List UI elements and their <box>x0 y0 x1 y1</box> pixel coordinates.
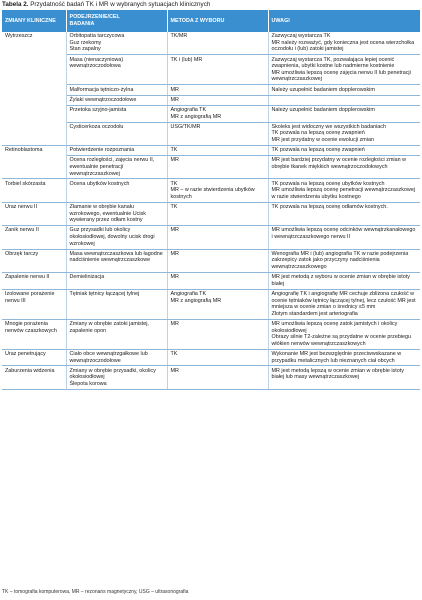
cell-notes: Należy uzupełnić badaniem dopplerowskim <box>268 85 420 95</box>
cell-suspicion: Masa (nienaczyniowa) wewnątrzoczodołowa <box>66 55 167 85</box>
cell-method: MR <box>167 249 268 272</box>
cell-clinical-change: Wytrzeszcz <box>2 32 66 145</box>
table-row <box>2 366 420 389</box>
table-row <box>2 249 420 272</box>
cell-suspicion: Potwierdzenie rozpoznania <box>66 145 167 155</box>
cell-method: Angiografia TK MR z angiografią MR <box>167 289 268 319</box>
table-header-row <box>2 10 420 32</box>
cell-clinical-change: Uraz nerwu II <box>2 202 66 225</box>
table-row <box>2 179 420 202</box>
cell-clinical-change: Torbiel skórzasta <box>2 179 66 202</box>
cell-notes: MR jest metodą lepszą w ocenie zmian w obrębie istoty białej lub masy wewnątrzczaszkowej <box>268 366 420 389</box>
cell-suspicion: Żylaki wewnątrzoczodołowe <box>66 95 167 105</box>
cell-suspicion: Guz przysadki lub okolicy okołosiodłowej, dowolny ucisk drogi wzrokowej <box>66 226 167 249</box>
cell-suspicion: Zmiany w obrębie przysadki, okolicy okołosiodłowej Ślepota korowa <box>66 366 167 389</box>
table-caption-title: Przydatność badań TK i MR w wybranych sytuacjach klinicznych <box>30 1 211 8</box>
cell-method: TK i (lub) MR <box>167 55 268 85</box>
cell-notes <box>268 95 420 105</box>
cell-method: USG/TK/MR <box>167 122 268 145</box>
table-row <box>2 226 420 249</box>
cell-method: MR <box>167 85 268 95</box>
cell-method: TK <box>167 349 268 366</box>
cell-suspicion: Ocena rozległości, zajęcia nerwu II, ewentualnie penetracji wewnątrzczaszkowej <box>66 156 167 179</box>
table-body <box>2 32 420 389</box>
cell-method: TK <box>167 202 268 225</box>
cell-notes: Zazwyczaj wystarcza TK, pozwalająca lepiej ocenić zwapnienia, ubytki kostne lub nadmierne kostnienie MR umożliwia lepszą ocenę zajęcia nerwu II lub penetracji wewnątrzczaszkowej <box>268 55 420 85</box>
header-clinical-changes: ZMIANY KLINICZNE <box>2 10 66 32</box>
cell-method: MR <box>167 272 268 289</box>
cell-suspicion: Zmiany w obrębie zatoki jamistej, zapalenie opon <box>66 319 167 349</box>
cell-notes: MR umożliwia lepszą ocenę odcinków wewnątrzkanałowego i wewnątrzczaszkowego nerwu II <box>268 226 420 249</box>
cell-clinical-change: Obrzęk tarczy <box>2 249 66 272</box>
cell-notes: Angiografię TK i angiografię MR cechuje zbliżona czułość w ocenie tętniaków tętnicy łączącej tylnej, lecz czułość MR jest mniejsza w ocenie zmian o średnicy ≤5 mm Złotym standardem jest arteriografia <box>268 289 420 319</box>
table-row <box>2 32 420 55</box>
header-notes: UWAGI <box>268 10 420 32</box>
cell-suspicion: Ciało obce wewnątrzgałkowe lub wewnątrzoczodołowe <box>66 349 167 366</box>
cell-method: MR <box>167 366 268 389</box>
cell-suspicion: Orbitopatia tarczycowa Guz rzekomy Stan zapalny <box>66 32 167 55</box>
cell-notes: TK pozwala na lepszą ocenę odłamów kostnych. <box>268 202 420 225</box>
table-row <box>2 319 420 349</box>
table-row <box>2 272 420 289</box>
header-method-of-choice: METODA Z WYBORU <box>167 10 268 32</box>
cell-notes: Zazwyczaj wystarcza TK MR należy rozważyć, gdy konieczna jest ocena wierzchołka oczodołu i (lub) zatoki jamistej <box>268 32 420 55</box>
cell-suspicion: Cysticerkoza oczodołu <box>66 122 167 145</box>
cell-method: Angiografia TK MR z angiografią MR <box>167 105 268 122</box>
cell-suspicion: Demielinizacja <box>66 272 167 289</box>
cell-suspicion: Złamanie w obrębie kanału wzrokowego, ewentualnie Ucisk wywierany przez odłam kostny <box>66 202 167 225</box>
cell-method: MR <box>167 156 268 179</box>
table-caption-label: Tabela 2. <box>2 1 29 8</box>
cell-notes: Wenografia MR i (lub) angiografia TK w razie podejrzenia zakrzepicy zatok jako przyczyny nadciśnienia wewnątrzczaszkowego <box>268 249 420 272</box>
cell-method: MR <box>167 95 268 105</box>
cell-suspicion: Malformacja tętniczo-żylna <box>66 85 167 95</box>
cell-suspicion: Ocena ubytków kostnych <box>66 179 167 202</box>
cell-clinical-change: Zapalenie nerwu II <box>2 272 66 289</box>
table-header <box>2 10 420 32</box>
header-suspicion-goal: PODEJRZENIE/CEL BADANIA <box>66 10 167 32</box>
cell-suspicion: Przetoka szyjno-jamista <box>66 105 167 122</box>
cell-notes: TK pozwala na lepszą ocenę ubytków kostnych MR umożliwia lepszą ocenę penetracji wewnątrzczaszkowej w razie stwierdzenia ubytku kostnego <box>268 179 420 202</box>
table-row <box>2 289 420 319</box>
cell-method: MR <box>167 319 268 349</box>
cell-clinical-change: Mnogie porażenia nerwów czaszkowych <box>2 319 66 349</box>
cell-notes: TK pozwala na lepszą ocenę zwapnień <box>268 145 420 155</box>
cell-notes: MR jest bardziej przydatny w ocenie rozległości zmian w obrębie tkanek miękkich wewnątrzoczodołowych <box>268 156 420 179</box>
cell-method: TK MR – w razie stwierdzenia ubytków kostnych <box>167 179 268 202</box>
cell-method: TK <box>167 145 268 155</box>
clinical-table <box>2 10 420 390</box>
cell-notes: Należy uzupełnić badaniem dopplerowskim <box>268 105 420 122</box>
cell-clinical-change: Zaburzenia widzenia <box>2 366 66 389</box>
table-footnote: TK – tomografia komputerowa, MR – rezonans magnetyczny, USG – ultrasonografia <box>2 589 189 595</box>
cell-suspicion: Tętniak tętnicy łączącej tylnej <box>66 289 167 319</box>
cell-suspicion: Masa wewnątrzczaszkowa lub łagodne nadciśnienie wewnątrzczaszkowe <box>66 249 167 272</box>
cell-clinical-change: Zanik nerwu II <box>2 226 66 249</box>
cell-notes: MR umożliwia lepszą ocenę zatok jamistych i okolicy okołosiodłowej Obrazy silnie T2-zależne są przydatne w ocenie przebiegu włókien nerwów wewnątrzczaszkowych <box>268 319 420 349</box>
cell-notes: Skoleks jest widoczny we wszystkich badaniach TK pozwala na lepszą ocenę zwapnień MR jest przydatny w ocenie ewolucji zmian <box>268 122 420 145</box>
table-row <box>2 145 420 155</box>
cell-clinical-change: Retinoblastoma <box>2 145 66 179</box>
table-caption <box>2 1 210 9</box>
table-row <box>2 349 420 366</box>
cell-notes: MR jest metodą z wyboru w ocenie zmian w obrębie istoty białej <box>268 272 420 289</box>
cell-method: MR <box>167 226 268 249</box>
cell-clinical-change: Izolowane porażenie nerwu III <box>2 289 66 319</box>
cell-method: TK/MR <box>167 32 268 55</box>
cell-notes: Wykonanie MR jest bezwzględnie przeciwwskazane w przypadku metalicznych lub nieznanych ciał obcych <box>268 349 420 366</box>
cell-clinical-change: Uraz penetrujący <box>2 349 66 366</box>
table-row <box>2 202 420 225</box>
